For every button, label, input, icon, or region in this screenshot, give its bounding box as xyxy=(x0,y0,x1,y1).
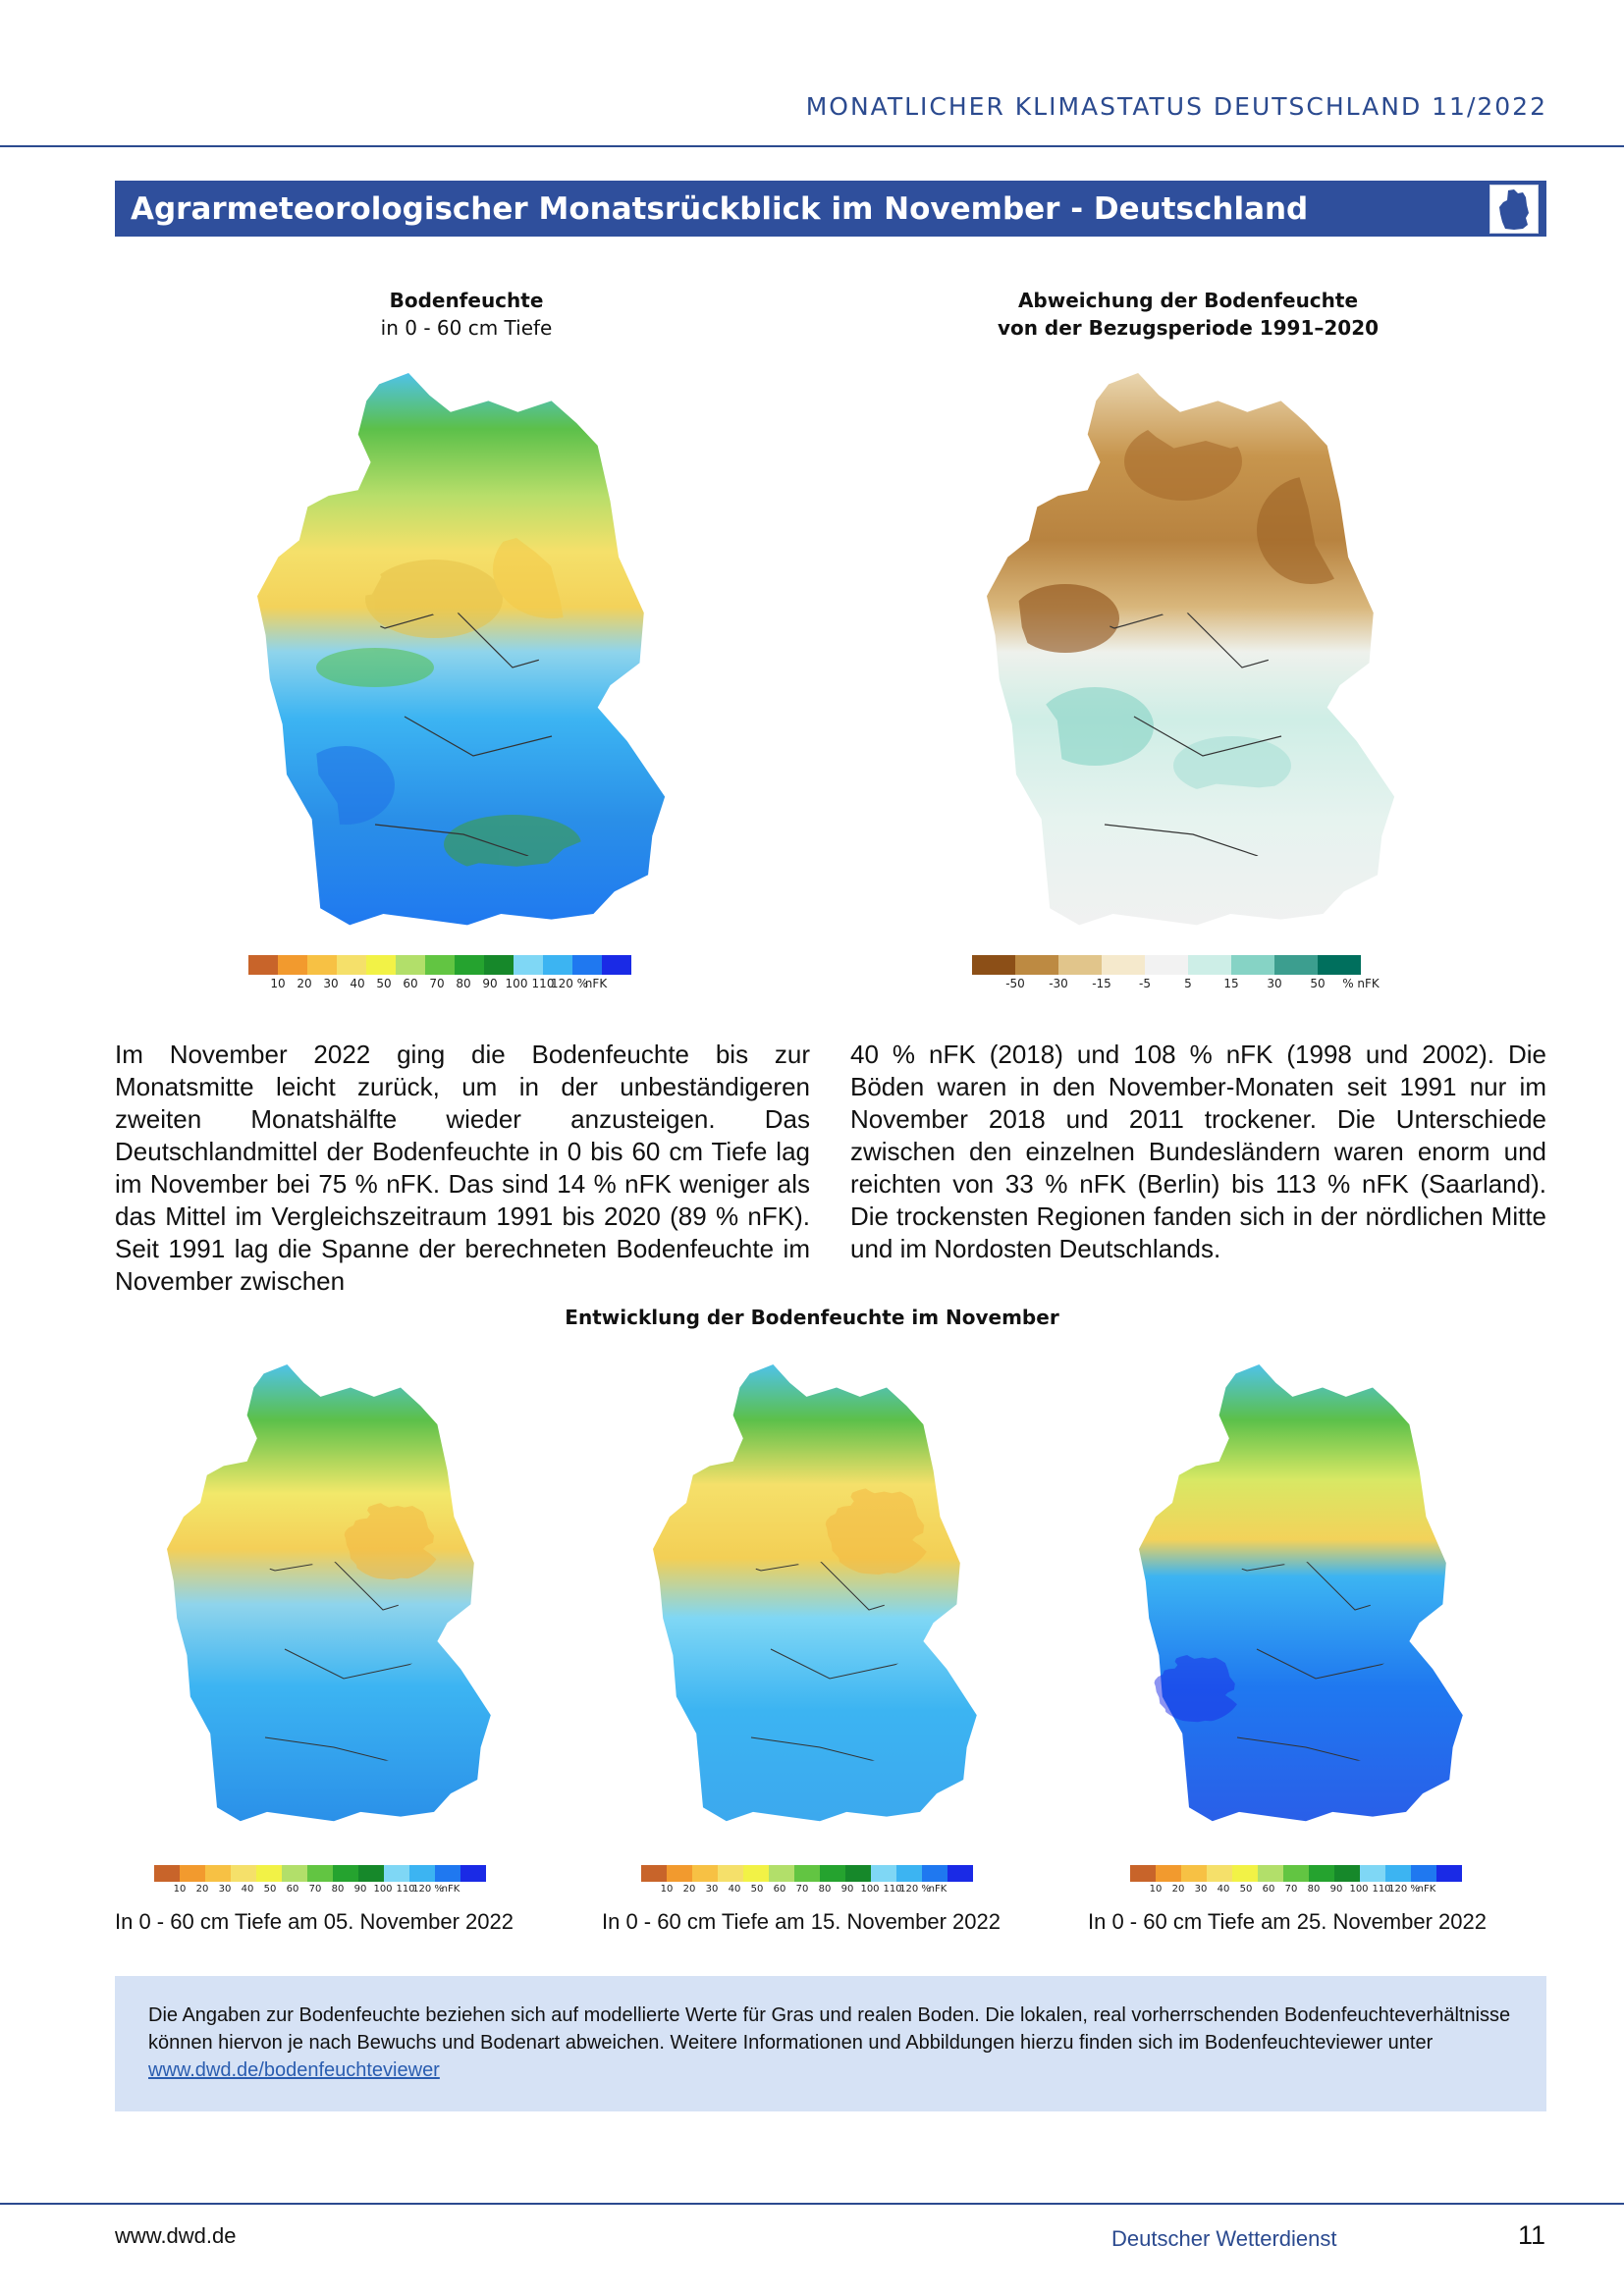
legend-swatch xyxy=(572,955,602,975)
legend-label: 10 xyxy=(1149,1884,1163,1895)
legend-swatch xyxy=(667,1865,692,1882)
legend-swatch xyxy=(871,1865,896,1882)
legend-swatch xyxy=(154,1865,180,1882)
legend-swatch xyxy=(1411,1865,1436,1882)
legend-swatch xyxy=(1318,955,1361,975)
map-left-subtitle: in 0 - 60 cm Tiefe xyxy=(380,316,553,340)
footer-divider xyxy=(0,2203,1624,2205)
legend-label: 10 xyxy=(173,1884,187,1895)
legend-label: 80 xyxy=(818,1884,832,1895)
publication-header: MONATLICHER KLIMASTATUS DEUTSCHLAND 11/2022 xyxy=(805,92,1547,121)
legend-label: 15 xyxy=(1223,977,1239,990)
legend-swatch xyxy=(794,1865,820,1882)
legend-label: 30 xyxy=(218,1884,232,1895)
soil-moisture-legend-nov05 xyxy=(154,1865,486,1897)
legend-swatch xyxy=(205,1865,231,1882)
soil-moisture-deviation-map xyxy=(987,373,1407,931)
map-left-title-main: Bodenfeuchte xyxy=(389,289,544,312)
legend-swatch xyxy=(248,955,278,975)
soil-moisture-map-nov05 xyxy=(167,1364,501,1826)
legend-swatch xyxy=(1102,955,1145,975)
legend-swatch xyxy=(1309,1865,1334,1882)
legend-label: 110 xyxy=(883,1884,902,1895)
legend-swatch xyxy=(845,1865,871,1882)
info-note-text: Die Angaben zur Bodenfeuchte beziehen sich auf modellierte Werte für Gras und realen Boden. Die lokalen, real vorherrschenden Bodenfeuchteverhältnisse können hiervon je nach Bewuchs und Bodenart abweichen. Weitere Informationen und Abbildungen hierzu finden sich im Bodenfeuchteviewer unter xyxy=(148,2004,1511,2054)
section-title-bar xyxy=(115,181,1546,237)
legend-swatch xyxy=(1274,955,1318,975)
map-left-title xyxy=(329,287,604,342)
legend-swatch xyxy=(435,1865,460,1882)
legend-color-bar xyxy=(641,1865,973,1882)
legend-color-bar xyxy=(972,955,1361,975)
legend-label: -15 xyxy=(1092,977,1111,990)
legend-swatch xyxy=(922,1865,947,1882)
legend-label: 100 xyxy=(373,1884,393,1895)
legend-color-bar xyxy=(154,1865,486,1882)
legend-swatch xyxy=(1181,1865,1207,1882)
legend-label: nFK xyxy=(441,1884,460,1895)
legend-label: 10 xyxy=(270,977,286,990)
legend-swatch xyxy=(1015,955,1058,975)
legend-swatch xyxy=(1231,955,1274,975)
legend-swatch xyxy=(972,955,1015,975)
legend-swatch xyxy=(484,955,514,975)
legend-label: 100 xyxy=(505,977,528,990)
legend-swatch xyxy=(1334,1865,1360,1882)
legend-color-bar xyxy=(248,955,631,975)
legend-swatch xyxy=(358,1865,384,1882)
legend-label: nFK xyxy=(928,1884,947,1895)
legend-swatch xyxy=(1360,1865,1385,1882)
caption-nov25: In 0 - 60 cm Tiefe am 25. November 2022 xyxy=(1088,1909,1487,1934)
body-text-column-1: Im November 2022 ging die Bodenfeuchte bis zur Monatsmitte leicht zurück, um in der unbeständigeren zweiten Monatshälfte wieder anzusteigen. Das Deutschlandmittel der Bodenfeuchte in 0 bis 60 cm Tiefe lag im November bei 75 % nFK. Das sind 14 % nFK weniger als das Mittel im Vergleichszeitraum 1991 bis 2020 (89 % nFK). Seit 1991 lag die Spanne der berechneten Bodenfeuchte im November zwischen xyxy=(115,1040,810,1296)
legend-swatch xyxy=(641,1865,667,1882)
legend-swatch xyxy=(409,1865,435,1882)
legend-swatch xyxy=(769,1865,794,1882)
soil-moisture-map-nov15 xyxy=(653,1364,987,1826)
caption-nov15: In 0 - 60 cm Tiefe am 15. November 2022 xyxy=(602,1909,1001,1934)
bodenfeuchteviewer-link[interactable]: www.dwd.de/bodenfeuchteviewer xyxy=(148,2059,440,2081)
legend-label: 80 xyxy=(456,977,471,990)
legend-swatch xyxy=(460,1865,486,1882)
legend-label: 90 xyxy=(353,1884,367,1895)
legend-label: 80 xyxy=(1307,1884,1321,1895)
legend-label: 30 xyxy=(323,977,339,990)
legend-label: 60 xyxy=(773,1884,786,1895)
legend-label: 30 xyxy=(1194,1884,1208,1895)
header-divider xyxy=(0,145,1624,147)
legend-swatch xyxy=(1207,1865,1232,1882)
legend-label: nFK xyxy=(584,977,608,990)
legend-swatch xyxy=(1258,1865,1283,1882)
legend-swatch xyxy=(1156,1865,1181,1882)
legend-label: 40 xyxy=(728,1884,741,1895)
legend-label: 20 xyxy=(682,1884,696,1895)
legend-label: 90 xyxy=(482,977,498,990)
development-title: Entwicklung der Bodenfeuchte im November xyxy=(565,1306,1059,1329)
legend-swatch xyxy=(180,1865,205,1882)
germany-map-icon xyxy=(1489,185,1539,234)
body-text-column-2: 40 % nFK (2018) und 108 % nFK (1998 und 2002). Die Böden waren in den November-Monaten seit 1991 nur im November 2018 und 2011 trockener. Die Unterschiede zwischen den einzelnen Bundesländern waren enorm und reichten von 33 % nFK (Berlin) bis 113 % nFK (Saarland). Die trockensten Regionen fanden sich in der nördlichen Mitte und im Nordosten Deutschlands. xyxy=(850,1040,1546,1263)
deviation-legend xyxy=(972,955,1380,992)
legend-label: nFK xyxy=(1417,1884,1436,1895)
map-right-title-line1: Abweichung der Bodenfeuchte xyxy=(1017,289,1359,312)
legend-swatch xyxy=(1232,1865,1258,1882)
legend-swatch xyxy=(1058,955,1102,975)
legend-swatch xyxy=(1130,1865,1156,1882)
legend-color-bar xyxy=(1130,1865,1462,1882)
caption-nov05: In 0 - 60 cm Tiefe am 05. November 2022 xyxy=(115,1909,514,1934)
legend-label: 120 % xyxy=(1388,1884,1420,1895)
legend-label: 50 xyxy=(1239,1884,1253,1895)
legend-label: 50 xyxy=(1310,977,1326,990)
legend-swatch xyxy=(1283,1865,1309,1882)
soil-moisture-map xyxy=(257,373,677,931)
legend-label: 10 xyxy=(660,1884,674,1895)
legend-label: 70 xyxy=(795,1884,809,1895)
legend-swatch xyxy=(231,1865,256,1882)
legend-label: % nFK xyxy=(1342,977,1380,990)
legend-swatch xyxy=(947,1865,973,1882)
legend-label: 30 xyxy=(705,1884,719,1895)
legend-label: 110 xyxy=(396,1884,415,1895)
legend-swatch xyxy=(337,955,366,975)
legend-label: 110 xyxy=(1372,1884,1391,1895)
soil-moisture-map-nov25 xyxy=(1139,1364,1473,1826)
legend-label: 70 xyxy=(1284,1884,1298,1895)
legend-label: 20 xyxy=(195,1884,209,1895)
legend-swatch xyxy=(820,1865,845,1882)
legend-label: 70 xyxy=(308,1884,322,1895)
legend-swatch xyxy=(307,955,337,975)
footer-organization: Deutscher Wetterdienst xyxy=(1111,2226,1337,2251)
map-right-title-line2: von der Bezugsperiode 1991–2020 xyxy=(997,316,1380,340)
legend-label: 60 xyxy=(403,977,418,990)
legend-label: -50 xyxy=(1005,977,1025,990)
legend-swatch xyxy=(896,1865,922,1882)
footer-website: www.dwd.de xyxy=(115,2223,237,2248)
legend-swatch xyxy=(384,1865,409,1882)
legend-label: 40 xyxy=(241,1884,254,1895)
legend-label: 110 xyxy=(531,977,555,990)
soil-moisture-legend-nov25 xyxy=(1130,1865,1462,1897)
soil-moisture-legend xyxy=(248,955,631,992)
legend-label: 70 xyxy=(429,977,445,990)
legend-label: 20 xyxy=(297,977,312,990)
legend-swatch xyxy=(514,955,543,975)
legend-swatch xyxy=(425,955,455,975)
legend-swatch xyxy=(278,955,307,975)
legend-swatch xyxy=(718,1865,743,1882)
section-title: Agrarmeteorologischer Monatsrückblick im November - Deutschland xyxy=(131,191,1309,227)
legend-swatch xyxy=(743,1865,769,1882)
legend-label: 20 xyxy=(1171,1884,1185,1895)
legend-label: 50 xyxy=(750,1884,764,1895)
legend-swatch xyxy=(1385,1865,1411,1882)
legend-label: 120 % xyxy=(550,977,589,990)
legend-swatch xyxy=(543,955,572,975)
legend-swatch xyxy=(396,955,425,975)
legend-label: -5 xyxy=(1139,977,1151,990)
legend-swatch xyxy=(602,955,631,975)
legend-label: 90 xyxy=(1329,1884,1343,1895)
legend-label: 40 xyxy=(1217,1884,1230,1895)
page-number: 11 xyxy=(1517,2220,1545,2250)
legend-label: 30 xyxy=(1267,977,1282,990)
legend-swatch xyxy=(282,1865,307,1882)
legend-swatch xyxy=(692,1865,718,1882)
legend-label: -30 xyxy=(1049,977,1068,990)
info-note-box xyxy=(115,1976,1546,2111)
legend-label: 40 xyxy=(350,977,365,990)
legend-swatch xyxy=(256,1865,282,1882)
legend-label: 50 xyxy=(263,1884,277,1895)
soil-moisture-legend-nov15 xyxy=(641,1865,973,1897)
legend-swatch xyxy=(1145,955,1188,975)
legend-label: 120 % xyxy=(899,1884,931,1895)
legend-swatch xyxy=(455,955,484,975)
legend-swatch xyxy=(333,1865,358,1882)
map-right-title xyxy=(967,287,1409,342)
legend-label: 100 xyxy=(1349,1884,1369,1895)
legend-label: 60 xyxy=(1262,1884,1275,1895)
legend-label: 5 xyxy=(1184,977,1192,990)
legend-swatch xyxy=(1188,955,1231,975)
legend-swatch xyxy=(366,955,396,975)
legend-label: 100 xyxy=(860,1884,880,1895)
legend-label: 50 xyxy=(376,977,392,990)
legend-label: 60 xyxy=(286,1884,299,1895)
legend-label: 120 % xyxy=(412,1884,444,1895)
legend-swatch xyxy=(307,1865,333,1882)
legend-label: 80 xyxy=(331,1884,345,1895)
legend-label: 90 xyxy=(840,1884,854,1895)
legend-swatch xyxy=(1436,1865,1462,1882)
